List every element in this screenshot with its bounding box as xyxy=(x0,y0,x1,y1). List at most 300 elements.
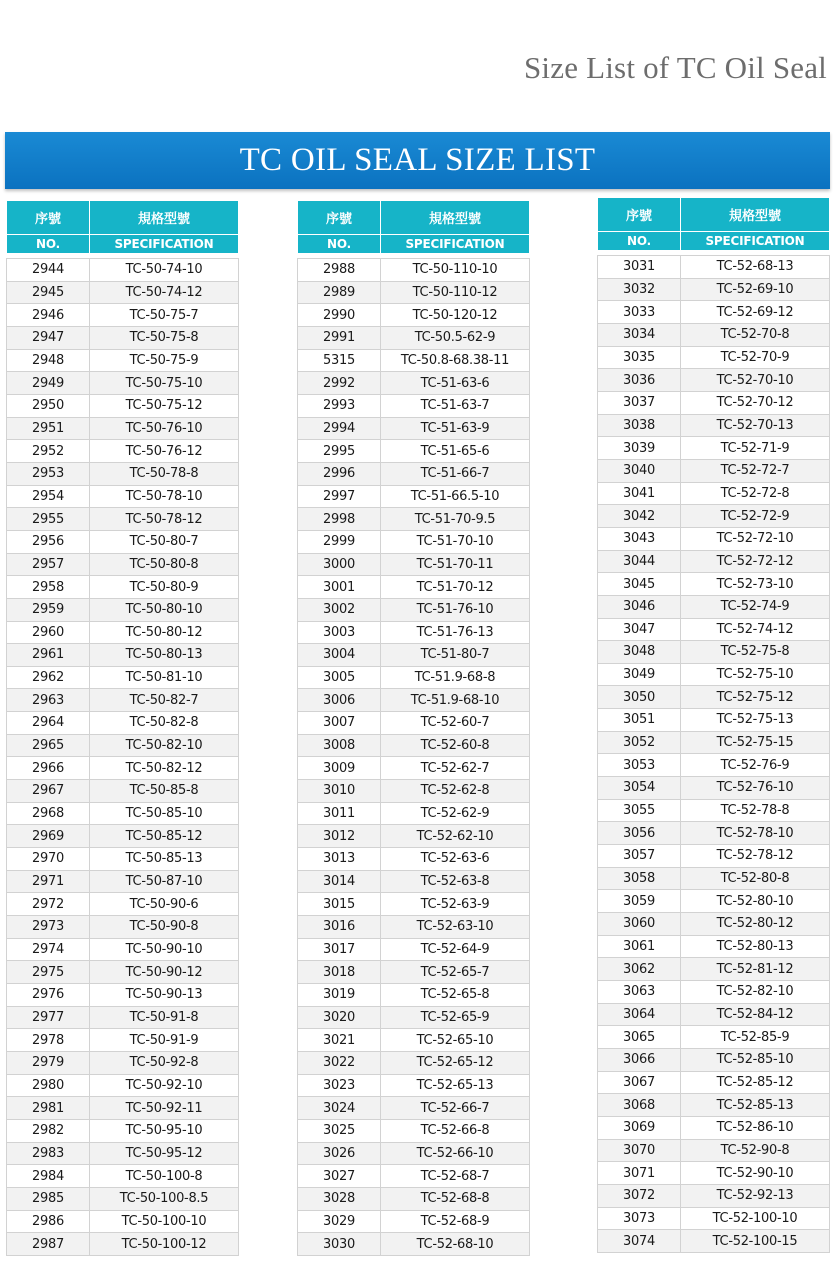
row-number: 3056 xyxy=(598,822,681,845)
table-row xyxy=(298,689,530,712)
table-row xyxy=(598,550,830,573)
table-row xyxy=(298,326,530,349)
row-number: 3029 xyxy=(298,1210,381,1233)
row-specification: TC-52-75-12 xyxy=(681,686,830,709)
row-number: 3050 xyxy=(598,686,681,709)
row-number: 3057 xyxy=(598,845,681,868)
table-row xyxy=(598,890,830,913)
row-specification: TC-50-80-13 xyxy=(90,644,239,667)
row-number: 2964 xyxy=(7,712,90,735)
row-specification: TC-50-80-9 xyxy=(90,576,239,599)
row-number: 2989 xyxy=(298,281,381,304)
row-specification: TC-51-76-10 xyxy=(381,598,530,621)
row-specification: TC-50-78-8 xyxy=(90,462,239,485)
row-number: 3034 xyxy=(598,323,681,346)
table-row xyxy=(598,663,830,686)
row-specification: TC-50-100-12 xyxy=(90,1233,239,1256)
row-number: 3074 xyxy=(598,1230,681,1253)
row-number: 2998 xyxy=(298,508,381,531)
row-specification: TC-50.5-62-9 xyxy=(381,326,530,349)
row-number: 3002 xyxy=(298,598,381,621)
table-row xyxy=(7,780,239,803)
row-number: 2965 xyxy=(7,734,90,757)
row-specification: TC-52-65-7 xyxy=(381,961,530,984)
table-row xyxy=(7,1210,239,1233)
table-row xyxy=(298,621,530,644)
header-no-cn: 序號 xyxy=(7,201,90,235)
table-row xyxy=(7,576,239,599)
row-number: 2961 xyxy=(7,644,90,667)
table-row xyxy=(298,372,530,395)
row-specification: TC-52-68-9 xyxy=(381,1210,530,1233)
row-specification: TC-52-75-8 xyxy=(681,641,830,664)
table-row xyxy=(7,1074,239,1097)
table-row xyxy=(298,440,530,463)
row-number: 3040 xyxy=(598,459,681,482)
row-specification: TC-52-62-8 xyxy=(381,780,530,803)
row-number: 3012 xyxy=(298,825,381,848)
table-row xyxy=(7,598,239,621)
banner-title: TC OIL SEAL SIZE LIST xyxy=(239,142,596,178)
row-number: 3068 xyxy=(598,1094,681,1117)
row-specification: TC-52-85-10 xyxy=(681,1048,830,1071)
table-row xyxy=(298,598,530,621)
table-row xyxy=(7,848,239,871)
table-row xyxy=(598,595,830,618)
row-specification: TC-52-78-12 xyxy=(681,845,830,868)
table-row xyxy=(298,1119,530,1142)
row-number: 3038 xyxy=(598,414,681,437)
row-number: 3005 xyxy=(298,666,381,689)
header-spec-en: SPECIFICATION xyxy=(381,235,530,254)
table-row xyxy=(298,644,530,667)
table-row xyxy=(598,437,830,460)
table-row xyxy=(7,1029,239,1052)
row-number: 2969 xyxy=(7,825,90,848)
table-row xyxy=(7,1187,239,1210)
row-specification: TC-52-70-10 xyxy=(681,369,830,392)
row-specification: TC-52-62-10 xyxy=(381,825,530,848)
row-specification: TC-52-90-10 xyxy=(681,1162,830,1185)
table-row xyxy=(7,485,239,508)
page-title: Size List of TC Oil Seal xyxy=(523,50,827,85)
table-row xyxy=(7,712,239,735)
row-specification: TC-52-63-8 xyxy=(381,870,530,893)
row-specification: TC-52-66-8 xyxy=(381,1119,530,1142)
size-table-3 xyxy=(597,197,830,1253)
row-number: 2953 xyxy=(7,462,90,485)
table-row xyxy=(7,1142,239,1165)
table-row xyxy=(298,1029,530,1052)
table-row xyxy=(298,281,530,304)
row-specification: TC-52-72-10 xyxy=(681,527,830,550)
row-number: 2949 xyxy=(7,372,90,395)
row-specification: TC-50-82-10 xyxy=(90,734,239,757)
table-row xyxy=(598,1094,830,1117)
row-number: 3066 xyxy=(598,1048,681,1071)
row-number: 2960 xyxy=(7,621,90,644)
row-specification: TC-50-91-9 xyxy=(90,1029,239,1052)
row-number: 3047 xyxy=(598,618,681,641)
row-number: 2996 xyxy=(298,462,381,485)
row-specification: TC-52-82-10 xyxy=(681,981,830,1004)
table-row xyxy=(7,304,239,327)
row-specification: TC-52-70-9 xyxy=(681,346,830,369)
row-number: 2984 xyxy=(7,1165,90,1188)
row-specification: TC-51-70-12 xyxy=(381,576,530,599)
row-specification: TC-52-72-8 xyxy=(681,482,830,505)
row-specification: TC-50-100-10 xyxy=(90,1210,239,1233)
row-specification: TC-50-110-12 xyxy=(381,281,530,304)
table-row xyxy=(598,1071,830,1094)
row-number: 3019 xyxy=(298,984,381,1007)
row-number: 2986 xyxy=(7,1210,90,1233)
row-specification: TC-50-80-12 xyxy=(90,621,239,644)
table-row xyxy=(598,278,830,301)
row-specification: TC-50-85-13 xyxy=(90,848,239,871)
row-number: 3003 xyxy=(298,621,381,644)
table-row xyxy=(298,304,530,327)
table-row xyxy=(598,256,830,279)
table-row xyxy=(7,893,239,916)
header-no-en: NO. xyxy=(298,235,381,254)
row-specification: TC-51-80-7 xyxy=(381,644,530,667)
row-number: 2995 xyxy=(298,440,381,463)
row-number: 2948 xyxy=(7,349,90,372)
row-number: 3004 xyxy=(298,644,381,667)
row-specification: TC-52-65-13 xyxy=(381,1074,530,1097)
row-number: 2967 xyxy=(7,780,90,803)
table-row xyxy=(7,530,239,553)
table-row xyxy=(298,961,530,984)
row-number: 3069 xyxy=(598,1116,681,1139)
row-number: 3009 xyxy=(298,757,381,780)
row-specification: TC-50-82-8 xyxy=(90,712,239,735)
row-number: 2990 xyxy=(298,304,381,327)
row-specification: TC-50-110-10 xyxy=(381,259,530,282)
row-specification: TC-52-74-12 xyxy=(681,618,830,641)
row-specification: TC-52-80-12 xyxy=(681,913,830,936)
table-row xyxy=(298,1074,530,1097)
row-number: 3070 xyxy=(598,1139,681,1162)
table-row xyxy=(298,394,530,417)
table-row xyxy=(598,958,830,981)
row-specification: TC-51-63-7 xyxy=(381,394,530,417)
row-number: 3020 xyxy=(298,1006,381,1029)
row-number: 2958 xyxy=(7,576,90,599)
table-row xyxy=(598,618,830,641)
row-specification: TC-52-60-8 xyxy=(381,734,530,757)
table-row xyxy=(7,553,239,576)
table-row xyxy=(298,1142,530,1165)
size-table-1 xyxy=(6,200,239,1256)
row-number: 3014 xyxy=(298,870,381,893)
row-specification: TC-50-75-9 xyxy=(90,349,239,372)
row-specification: TC-52-73-10 xyxy=(681,573,830,596)
table-row xyxy=(298,462,530,485)
row-number: 2979 xyxy=(7,1051,90,1074)
table-row xyxy=(7,961,239,984)
row-number: 3016 xyxy=(298,916,381,939)
row-specification: TC-52-78-10 xyxy=(681,822,830,845)
table-row xyxy=(598,346,830,369)
row-number: 2946 xyxy=(7,304,90,327)
row-specification: TC-51.9-68-8 xyxy=(381,666,530,689)
row-specification: TC-50-82-7 xyxy=(90,689,239,712)
row-number: 3073 xyxy=(598,1207,681,1230)
row-specification: TC-50-75-7 xyxy=(90,304,239,327)
row-specification: TC-52-84-12 xyxy=(681,1003,830,1026)
row-specification: TC-52-90-8 xyxy=(681,1139,830,1162)
row-number: 3054 xyxy=(598,777,681,800)
row-specification: TC-52-100-15 xyxy=(681,1230,830,1253)
table-row xyxy=(598,981,830,1004)
row-number: 3053 xyxy=(598,754,681,777)
row-specification: TC-52-70-13 xyxy=(681,414,830,437)
row-number: 3033 xyxy=(598,301,681,324)
table-row xyxy=(598,1003,830,1026)
row-specification: TC-52-69-10 xyxy=(681,278,830,301)
row-number: 3044 xyxy=(598,550,681,573)
table-row xyxy=(598,505,830,528)
row-specification: TC-50-90-8 xyxy=(90,916,239,939)
row-specification: TC-50-92-10 xyxy=(90,1074,239,1097)
row-number: 2982 xyxy=(7,1119,90,1142)
row-number: 3021 xyxy=(298,1029,381,1052)
table-row xyxy=(598,414,830,437)
table-row xyxy=(298,349,530,372)
row-specification: TC-51-70-10 xyxy=(381,530,530,553)
row-specification: TC-50-78-12 xyxy=(90,508,239,531)
table-row xyxy=(598,822,830,845)
header-no-cn: 序號 xyxy=(298,201,381,235)
row-number: 3025 xyxy=(298,1119,381,1142)
row-number: 3022 xyxy=(298,1051,381,1074)
table-row xyxy=(298,1097,530,1120)
table-row xyxy=(598,527,830,550)
row-specification: TC-52-65-12 xyxy=(381,1051,530,1074)
row-number: 3001 xyxy=(298,576,381,599)
title-banner xyxy=(5,132,830,189)
table-row xyxy=(598,1048,830,1071)
table-row xyxy=(7,394,239,417)
row-number: 3024 xyxy=(298,1097,381,1120)
row-number: 2999 xyxy=(298,530,381,553)
row-number: 2968 xyxy=(7,802,90,825)
row-number: 3071 xyxy=(598,1162,681,1185)
row-specification: TC-52-85-12 xyxy=(681,1071,830,1094)
row-specification: TC-50-81-10 xyxy=(90,666,239,689)
row-specification: TC-52-64-9 xyxy=(381,938,530,961)
table-row xyxy=(7,259,239,282)
table-row xyxy=(7,689,239,712)
row-specification: TC-52-86-10 xyxy=(681,1116,830,1139)
row-specification: TC-51-70-11 xyxy=(381,553,530,576)
row-number: 2991 xyxy=(298,326,381,349)
row-number: 2988 xyxy=(298,259,381,282)
row-specification: TC-51-76-13 xyxy=(381,621,530,644)
row-number: 2944 xyxy=(7,259,90,282)
row-number: 3064 xyxy=(598,1003,681,1026)
row-specification: TC-52-80-13 xyxy=(681,935,830,958)
table-row xyxy=(7,349,239,372)
table-row xyxy=(298,893,530,916)
row-number: 3063 xyxy=(598,981,681,1004)
table-row xyxy=(298,1006,530,1029)
row-specification: TC-52-75-13 xyxy=(681,709,830,732)
table-row xyxy=(7,462,239,485)
row-specification: TC-52-75-10 xyxy=(681,663,830,686)
row-specification: TC-51-65-6 xyxy=(381,440,530,463)
row-number: 3055 xyxy=(598,799,681,822)
row-number: 3018 xyxy=(298,961,381,984)
row-number: 3030 xyxy=(298,1233,381,1256)
row-number: 2956 xyxy=(7,530,90,553)
table-row xyxy=(598,686,830,709)
row-specification: TC-52-68-13 xyxy=(681,256,830,279)
table-row xyxy=(298,1187,530,1210)
row-specification: TC-52-62-7 xyxy=(381,757,530,780)
row-specification: TC-52-72-12 xyxy=(681,550,830,573)
table-row xyxy=(7,757,239,780)
table-row xyxy=(598,731,830,754)
table-row xyxy=(598,323,830,346)
row-specification: TC-52-81-12 xyxy=(681,958,830,981)
row-number: 2951 xyxy=(7,417,90,440)
table-row xyxy=(598,913,830,936)
table-row xyxy=(598,709,830,732)
table-row xyxy=(598,935,830,958)
table-row xyxy=(598,845,830,868)
row-number: 2997 xyxy=(298,485,381,508)
row-number: 2973 xyxy=(7,916,90,939)
row-number: 2994 xyxy=(298,417,381,440)
table-row xyxy=(298,938,530,961)
row-number: 2981 xyxy=(7,1097,90,1120)
row-number: 3031 xyxy=(598,256,681,279)
row-number: 3065 xyxy=(598,1026,681,1049)
table-row xyxy=(7,1097,239,1120)
row-number: 3051 xyxy=(598,709,681,732)
table-row xyxy=(598,867,830,890)
row-specification: TC-52-76-10 xyxy=(681,777,830,800)
row-number: 2963 xyxy=(7,689,90,712)
table-row xyxy=(7,870,239,893)
row-specification: TC-50-76-12 xyxy=(90,440,239,463)
row-number: 3043 xyxy=(598,527,681,550)
row-number: 2976 xyxy=(7,984,90,1007)
table-row xyxy=(298,1233,530,1256)
table-row xyxy=(298,848,530,871)
row-specification: TC-52-62-9 xyxy=(381,802,530,825)
table-row xyxy=(298,259,530,282)
row-specification: TC-50-78-10 xyxy=(90,485,239,508)
row-specification: TC-52-65-9 xyxy=(381,1006,530,1029)
header-spec-cn: 規格型號 xyxy=(90,201,239,235)
table-row xyxy=(7,802,239,825)
row-number: 2980 xyxy=(7,1074,90,1097)
table-row xyxy=(298,825,530,848)
row-number: 2971 xyxy=(7,870,90,893)
row-specification: TC-50-75-10 xyxy=(90,372,239,395)
table-row xyxy=(7,938,239,961)
row-number: 3052 xyxy=(598,731,681,754)
row-specification: TC-50-92-8 xyxy=(90,1051,239,1074)
table-row xyxy=(298,870,530,893)
row-number: 2962 xyxy=(7,666,90,689)
table-row xyxy=(298,508,530,531)
row-number: 3048 xyxy=(598,641,681,664)
row-specification: TC-51-70-9.5 xyxy=(381,508,530,531)
row-specification: TC-50-85-8 xyxy=(90,780,239,803)
row-specification: TC-52-80-10 xyxy=(681,890,830,913)
row-number: 3060 xyxy=(598,913,681,936)
row-specification: TC-50-95-12 xyxy=(90,1142,239,1165)
header-no-en: NO. xyxy=(7,235,90,254)
table-row xyxy=(598,641,830,664)
table-row xyxy=(298,916,530,939)
row-specification: TC-50-80-10 xyxy=(90,598,239,621)
table-row xyxy=(298,780,530,803)
size-table-2 xyxy=(297,200,530,1256)
row-number: 2975 xyxy=(7,961,90,984)
row-number: 3036 xyxy=(598,369,681,392)
row-specification: TC-51-63-6 xyxy=(381,372,530,395)
row-number: 2972 xyxy=(7,893,90,916)
row-specification: TC-52-74-9 xyxy=(681,595,830,618)
table-row xyxy=(598,777,830,800)
row-specification: TC-52-63-10 xyxy=(381,916,530,939)
row-number: 3059 xyxy=(598,890,681,913)
table-row xyxy=(7,1119,239,1142)
row-number: 3039 xyxy=(598,437,681,460)
row-number: 2945 xyxy=(7,281,90,304)
row-specification: TC-52-65-8 xyxy=(381,984,530,1007)
row-specification: TC-50-74-10 xyxy=(90,259,239,282)
row-number: 2950 xyxy=(7,394,90,417)
table-row xyxy=(7,666,239,689)
row-number: 3062 xyxy=(598,958,681,981)
table-row xyxy=(598,1162,830,1185)
row-number: 3061 xyxy=(598,935,681,958)
row-specification: TC-52-75-15 xyxy=(681,731,830,754)
table-row xyxy=(7,1165,239,1188)
table-row xyxy=(598,1139,830,1162)
row-specification: TC-51-66-7 xyxy=(381,462,530,485)
row-specification: TC-50-90-13 xyxy=(90,984,239,1007)
row-specification: TC-51-66.5-10 xyxy=(381,485,530,508)
table-row xyxy=(298,757,530,780)
row-number: 2974 xyxy=(7,938,90,961)
table-row xyxy=(7,1233,239,1256)
row-specification: TC-50-90-6 xyxy=(90,893,239,916)
table-row xyxy=(298,576,530,599)
header-no-cn: 序號 xyxy=(598,198,681,232)
row-number: 2957 xyxy=(7,553,90,576)
table-row xyxy=(598,754,830,777)
row-specification: TC-52-92-13 xyxy=(681,1184,830,1207)
table-row xyxy=(298,666,530,689)
row-specification: TC-50-80-7 xyxy=(90,530,239,553)
row-specification: TC-52-80-8 xyxy=(681,867,830,890)
header-spec-cn: 規格型號 xyxy=(381,201,530,235)
table-row xyxy=(7,508,239,531)
row-number: 3011 xyxy=(298,802,381,825)
row-number: 2970 xyxy=(7,848,90,871)
row-specification: TC-52-69-12 xyxy=(681,301,830,324)
row-number: 3046 xyxy=(598,595,681,618)
row-number: 3037 xyxy=(598,391,681,414)
